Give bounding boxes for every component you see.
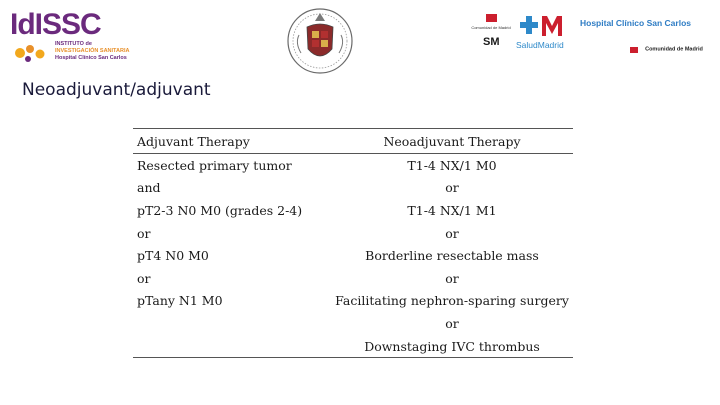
neoadjuvant-cell: Borderline resectable mass [365, 248, 539, 264]
neoadjuvant-cell: Facilitating nephron-sparing surgery [335, 293, 569, 309]
table-row [133, 290, 573, 313]
column-header-neoadjuvant: Neoadjuvant Therapy [331, 129, 573, 154]
header-logos [0, 0, 720, 80]
adjuvant-cell: or [137, 270, 151, 286]
neoadjuvant-cell: or [445, 315, 459, 331]
comunidad-madrid-logo: Comunidad de Madrid [630, 39, 703, 58]
hospital-name: Hospital Clínico San Carlos [580, 18, 691, 28]
page-title: Neoadjuvant/adjuvant [22, 80, 211, 100]
table-row [133, 177, 573, 200]
idissc-wordmark: IdISSC [10, 8, 101, 41]
adjuvant-cell: pT2-3 N0 M0 (grades 2-4) [137, 202, 303, 218]
table-row [133, 222, 573, 245]
salud-madrid-logo: SaludMadrid [516, 12, 576, 52]
madrid-flag-icon [486, 14, 497, 22]
column-header-adjuvant: Adjuvant Therapy [133, 129, 331, 154]
neoadjuvant-cell: T1-4 NX/1 M1 [407, 202, 497, 218]
neoadjuvant-cell: or [445, 225, 459, 241]
neoadjuvant-cell: T1-4 NX/1 M0 [407, 157, 497, 173]
table-row [133, 154, 573, 177]
adjuvant-cell [133, 312, 331, 335]
madrid-flag-icon [630, 47, 638, 53]
table-row [133, 199, 573, 222]
salud-madrid-icon [516, 12, 576, 40]
table-row [133, 312, 573, 335]
table-row [133, 244, 573, 267]
table-header-row [133, 129, 573, 154]
star-icon [12, 42, 52, 64]
table-row [133, 267, 573, 290]
adjuvant-cell: and [137, 180, 161, 196]
neoadjuvant-cell: Downstaging IVC thrombus [331, 335, 573, 358]
adjuvant-cell: or [137, 225, 151, 241]
adjuvant-cell [133, 335, 331, 358]
therapy-table [133, 128, 573, 358]
neoadjuvant-cell: or [445, 180, 459, 196]
adjuvant-cell: pT4 N0 M0 [137, 248, 209, 264]
neoadjuvant-cell: or [445, 270, 459, 286]
adjuvant-cell: pTany N1 M0 [137, 293, 223, 309]
comunidad-madrid-small-logo: Comunidad de Madrid SM [470, 14, 512, 50]
idissc-subtitle: INSTITUTO de INVESTIGACIÓN SANITARIA Hospital Clínico San Carlos [55, 41, 130, 61]
idissc-logo [10, 8, 135, 68]
table-row [133, 335, 573, 358]
adjuvant-cell: Resected primary tumor [137, 157, 292, 173]
university-crest-icon [285, 5, 355, 77]
